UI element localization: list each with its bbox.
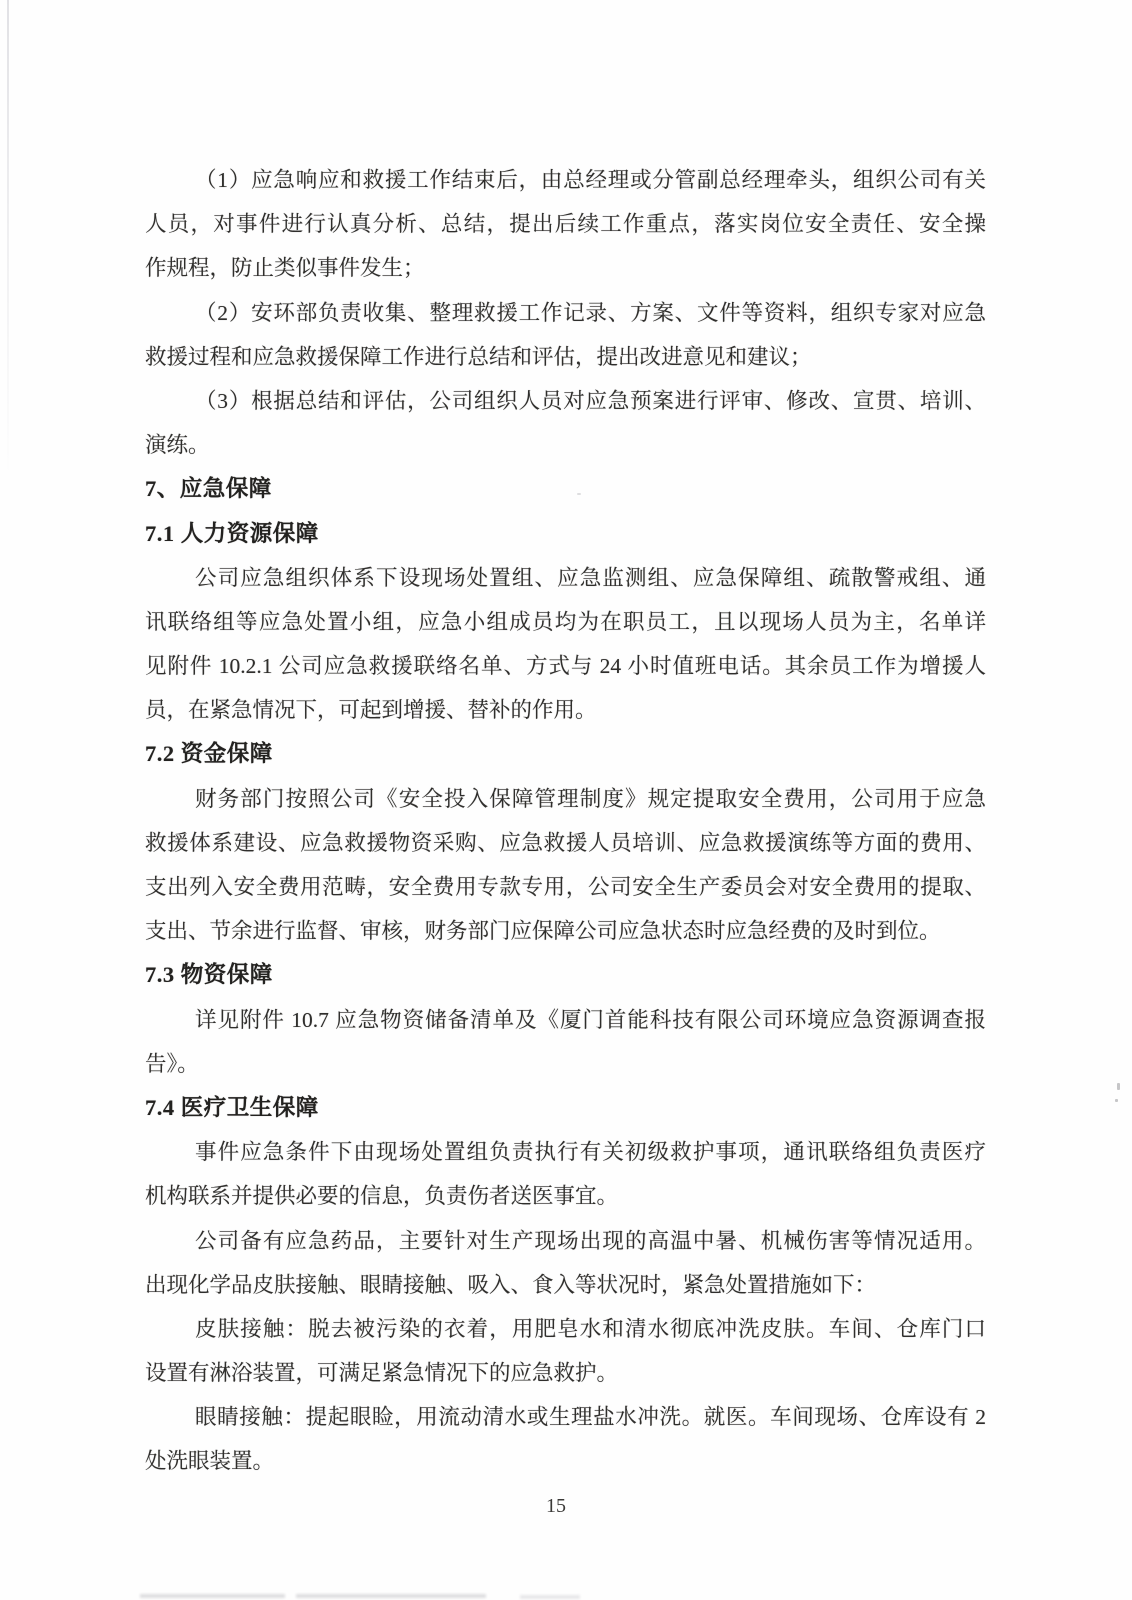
para-human-resources-line: 公司应急组织体系下设现场处置组、应急监测组、应急保障组、疏散警戒组、通 — [195, 565, 986, 590]
scan-artifact-smudge — [520, 1595, 580, 1599]
para-skin-contact-line: 设置有淋浴装置，可满足紧急情况下的应急救护。 — [145, 1361, 619, 1386]
para-eye-contact-line: 眼睛接触：提起眼睑，用流动清水或生理盐水冲洗。就医。车间现场、仓库设有 2 — [195, 1405, 986, 1430]
para-materials-line: 告》。 — [145, 1051, 199, 1076]
para-medical-1-line: 事件应急条件下由现场处置组负责执行有关初级救护事项，通讯联络组负责医疗 — [195, 1140, 986, 1165]
section-heading-7-3: 7.3 物资保障 — [145, 962, 273, 988]
para-medical-1-line: 机构联系并提供必要的信息，负责伤者送医事宜。 — [145, 1184, 619, 1209]
para-response-summary-2-line: （2）安环部负责收集、整理救援工作记录、方案、文件等资料，组织专家对应急 — [195, 300, 986, 325]
para-response-summary-2-line: 救援过程和应急救援保障工作进行总结和评估，提出改进意见和建议； — [145, 344, 812, 369]
para-funding-line: 财务部门按照公司《安全投入保障管理制度》规定提取安全费用，公司用于应急 — [195, 786, 986, 811]
section-heading-7-1: 7.1 人力资源保障 — [145, 520, 319, 546]
document-content — [145, 158, 986, 1484]
para-materials-line: 详见附件 10.7 应急物资储备清单及《厦门首能科技有限公司环境应急资源调查报 — [195, 1007, 986, 1032]
section-heading-7-4: 7.4 医疗卫生保障 — [145, 1094, 319, 1120]
para-human-resources-line: 见附件 10.2.1 公司应急救援联络名单、方式与 24 小时值班电话。其余员工作为增援人 — [145, 654, 986, 679]
para-response-summary-1-line: （1）应急响应和救援工作结束后，由总经理或分管副总经理牵头，组织公司有关 — [195, 168, 986, 192]
para-funding-line: 支出列入安全费用范畴，安全费用专款专用，公司安全生产委员会对安全费用的提取、 — [145, 875, 986, 899]
para-response-summary-1-line: 作规程，防止类似事件发生； — [145, 256, 425, 281]
section-heading-7-2: 7.2 资金保障 — [145, 741, 273, 767]
scan-artifact-speck — [577, 493, 581, 495]
para-human-resources-line: 员，在紧急情况下，可起到增援、替补的作用。 — [145, 698, 597, 723]
para-response-summary-3-line: （3）根据总结和评估，公司组织人员对应急预案进行评审、修改、宣贯、培训、 — [195, 388, 986, 413]
para-eye-contact-line: 处洗眼装置。 — [145, 1449, 275, 1474]
page-number: 15 — [546, 1495, 566, 1517]
scan-artifact-smudge — [140, 1594, 285, 1598]
para-funding-line: 救援体系建设、应急救援物资采购、应急救援人员培训、应急救援演练等方面的费用、 — [145, 830, 986, 855]
para-response-summary-1-line: 人员，对事件进行认真分析、总结，提出后续工作重点，落实岗位安全责任、安全操 — [145, 212, 986, 237]
para-funding-line: 支出、节余进行监督、审核，财务部门应保障公司应急状态时应急经费的及时到位。 — [145, 919, 941, 944]
section-heading-7: 7、应急保障 — [145, 476, 272, 502]
para-skin-contact-line: 皮肤接触：脱去被污染的衣着，用肥皂水和清水彻底冲洗皮肤。车间、仓库门口 — [195, 1316, 986, 1341]
scan-artifact-speck — [1115, 1099, 1118, 1102]
scan-artifact-edge-line — [7, 0, 9, 480]
scan-artifact-speck — [1117, 1083, 1120, 1090]
para-response-summary-3-line: 演练。 — [145, 433, 210, 458]
scan-artifact-smudge — [296, 1594, 486, 1598]
para-human-resources-line: 讯联络组等应急处置小组，应急小组成员均为在职员工，且以现场人员为主，名单详 — [145, 609, 986, 634]
para-medical-2-line: 公司备有应急药品，主要针对生产现场出现的高温中暑、机械伤害等情况适用。 — [195, 1228, 986, 1253]
para-medical-2-line: 出现化学品皮肤接触、眼睛接触、吸入、食入等状况时，紧急处置措施如下： — [145, 1272, 877, 1297]
